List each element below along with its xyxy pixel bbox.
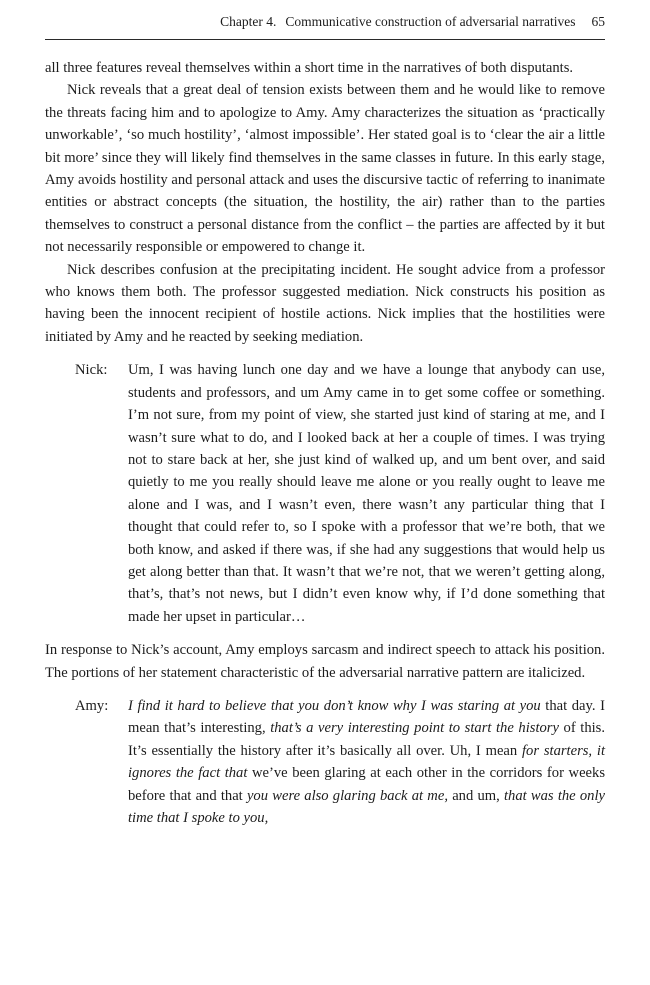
page-number: 65 [591,14,605,29]
chapter-title: Communicative construction of adversarial narratives [285,14,576,29]
paragraph-amy-response: In response to Nick’s account, Amy employs sarcasm and indirect speech to attack his position. The portions of her statement characteristic of the adversarial narrative pattern are italicized. [45,642,605,681]
running-header [45,14,605,40]
paragraph-nick-reveals: Nick reveals that a great deal of tension exists between them and he would like to remove the threats facing him and to apologize to Amy. Amy characterizes the situation as ‘practically unworkable’, ‘so much hostility’, ‘almost impossible’. Her stated goal is to ‘clear the air a little bit more’ since they will likely find themselves in the same classes in future. In this early stage, Amy avoids hostility and personal attack and uses the discursive tactic of referring to inanimate entities or abstract concepts (the situation, the hostility, the air) rather than to the parties themselves to construct a personal distance from the conflict – the parties are affected by it but not necessarily responsible or empowered to change it. [45,82,605,256]
speaker-label-nick: Nick: [75,362,108,379]
page-body [45,57,605,829]
quote-text-amy: I find it hard to believe that you don’t know why I was staring at you that day. I mean that’s interesting, that’s a very interesting point to start the history of this. It’s essentially the history after it’s basically all over. Uh, I mean for starters, it ignores the fact that we’ve been glaring at each other in the corridors for weeks before that and that you were also glaring back at me, and um, that was the only time that I spoke to you, [128,697,605,826]
speaker-label-amy: Amy: [75,697,109,714]
quote-block-amy [45,695,605,829]
paragraph-continuation: all three features reveal themselves within a short time in the narratives of both disputants. [45,60,574,76]
paragraph-nick-describes: Nick describes confusion at the precipitating incident. He sought advice from a professor who knows them both. The professor suggested mediation. Nick constructs his position as having been the innocent recipient of hostile actions. Nick implies that the hostilities were initiated by Amy and he reacted by seeking mediation. [45,261,605,345]
quote-block-nick [45,359,605,628]
quote-text-nick: Um, I was having lunch one day and we have a lounge that anybody can use, students and professors, and um Amy came in to get some coffee or something. I’m not sure, from my point of view, she started just kind of staring at me, and I wasn’t sure what to do, and I looked back at her a couple of times. I was trying not to stare back at her, she just kind of walked up, and um bent over, and said quietly to me you really should leave me alone or you really ought to leave me alone and I was, and I wasn’t even, there wasn’t any particular thing that I thought that could refer to, so I spoke with a professor that we’re both, that we both know, and asked if there was, if she had any suggestions that would help us get along better than that. It wasn’t that we’re not, that we weren’t getting along, that’s, that’s not news, but I didn’t even know why, if I’d done something that made her upset in particular… [128,362,605,625]
chapter-label: Chapter 4. [220,14,277,29]
